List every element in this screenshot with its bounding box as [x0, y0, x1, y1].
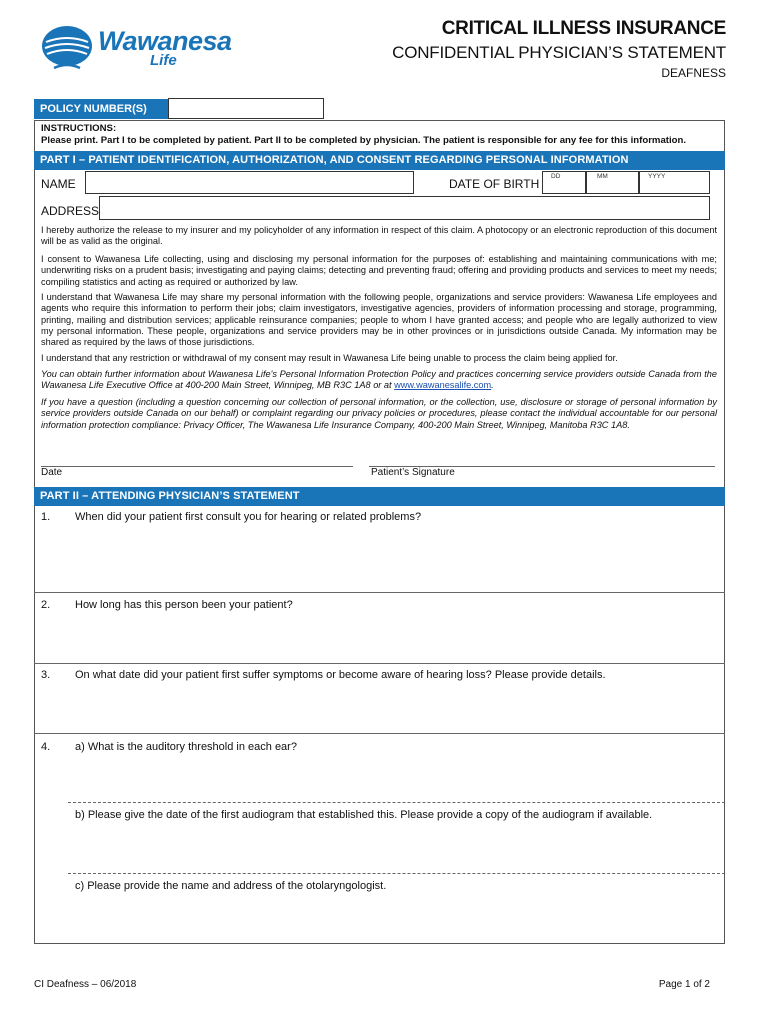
question-divider: [34, 592, 725, 593]
question-1-text: When did your patient first consult you for hearing or related problems?: [75, 511, 422, 523]
date-signature-line[interactable]: [41, 466, 353, 467]
page-number: Page 1 of 2: [658, 979, 710, 990]
question-4c-text: c) Please provide the name and address of the otolaryngologist.: [75, 880, 387, 892]
privacy-policy-text: You can obtain further information about Wawanesa Life's Personal Information Protection Policy and practices concerning service providers outside Canada from the Wawanesa Life Executive Office at 400-200 Main Street, Winnipeg, MB R3C 1A8 or at: [41, 369, 717, 391]
form-id: CI Deafness – 06/2018: [34, 979, 137, 990]
instructions-text: Please print. Part I to be completed by patient. Part II to be completed by physician. The patient is responsible for any fee for this information.: [41, 135, 687, 146]
question-dashed-divider: [68, 873, 725, 874]
policy-number-label: POLICY NUMBER(S): [34, 99, 168, 119]
question-dashed-divider: [68, 802, 725, 803]
dob-dd-label: DD: [551, 173, 561, 180]
document-subtitle: CONFIDENTIAL PHYSICIAN’S STATEMENT: [392, 43, 726, 62]
address-field[interactable]: [99, 196, 710, 220]
dob-yyyy-label: YYYY: [648, 173, 666, 180]
withdrawal-paragraph: I understand that any restriction or withdrawal of my consent may result in Wawanesa Life being unable to process the claim being applied for.: [41, 353, 618, 363]
wawanesa-logo: [40, 24, 232, 72]
sharing-paragraph: I understand that Wawanesa Life may share my personal information with the following people, organizations and service providers: Wawanesa Life employees and agents who require this information to perform their jobs; claim investigators, investigative agencies, providers of information processing and storage, programming, printing, mailing and distribution services; applicable reinsurance companies; people to whom I have granted access; and people who are legally authorized to view my personal information. These people, organizations and service providers may be in other provinces or in jurisdictions outside Canada. My information may be shared as required by the laws of those jurisdictions.: [41, 292, 717, 348]
contact-paragraph: [41, 397, 717, 431]
question-3-text: On what date did your patient first suffer symptoms or become aware of hearing loss? Please provide details.: [75, 669, 606, 681]
question-2-number: 2.: [41, 599, 51, 611]
policy-number-field[interactable]: [168, 98, 324, 119]
consent-paragraph: I consent to Wawanesa Life collecting, using and disclosing my personal information for the purposes of: establishing and maintaining communications with me; underwriting risks on a prudent basis; investigating and paying claims; detecting and preventing fraud; offering and providing products and services to meet my needs; compiling statistics and acting as required or authorized by law.: [41, 254, 717, 287]
dob-day-field[interactable]: [542, 171, 586, 194]
contact-text: If you have a question (including a question concerning our collection of personal information, or the collection, use, disclosure or storage of personal information by service providers outside Canada on our behalf) or complaint regarding our privacy policies or procedures, please contact the individual accountable for our personal information protection compliance: Privacy Officer, The Wawanesa Life Insurance Company, 400-200 Main Street, Winnipeg, Manitoba R3C 1A8.: [41, 397, 717, 430]
dob-label: DATE OF BIRTH: [449, 177, 540, 191]
privacy-policy-paragraph: [41, 369, 717, 392]
brand-name: Wawanesa: [98, 26, 232, 56]
name-field[interactable]: [85, 171, 414, 194]
instructions: [41, 123, 721, 147]
dob-mm-label: MM: [597, 173, 608, 180]
question-divider: [34, 733, 725, 734]
privacy-policy-end: .: [491, 380, 494, 391]
authorization-paragraph: I hereby authorize the release to my insurer and my policyholder of any information in respect of this claim. A photocopy or an electronic reproduction of this document will be as valid as the original.: [41, 225, 717, 247]
instructions-title: INSTRUCTIONS:: [41, 123, 117, 134]
question-2-text: How long has this person been your patient?: [75, 599, 293, 611]
question-4-number: 4.: [41, 741, 51, 753]
part2-header: PART II – ATTENDING PHYSICIAN’S STATEMENT: [34, 487, 725, 506]
date-label: Date: [41, 467, 63, 478]
form-type: DEAFNESS: [661, 66, 726, 80]
part1-header: PART I – PATIENT IDENTIFICATION, AUTHORIZATION, AND CONSENT REGARDING PERSONAL INFORMATION: [34, 151, 725, 170]
website-link[interactable]: www.wawanesalife.com: [394, 380, 492, 391]
tree-logo-icon: [40, 24, 94, 72]
question-4a-text: a) What is the auditory threshold in each ear?: [75, 741, 297, 753]
patient-signature-label: Patient’s Signature: [371, 467, 455, 478]
dob-month-field[interactable]: [586, 171, 639, 194]
address-label: ADDRESS: [41, 204, 100, 218]
question-1-number: 1.: [41, 511, 51, 523]
document-title: CRITICAL ILLNESS INSURANCE: [441, 18, 726, 39]
question-3-number: 3.: [41, 669, 51, 681]
name-label: NAME: [41, 177, 76, 191]
question-divider: [34, 663, 725, 664]
brand-sub: Life: [150, 52, 177, 69]
question-4b-text: b) Please give the date of the first audiogram that established this. Please provide a copy of the audiogram if available.: [75, 809, 653, 821]
